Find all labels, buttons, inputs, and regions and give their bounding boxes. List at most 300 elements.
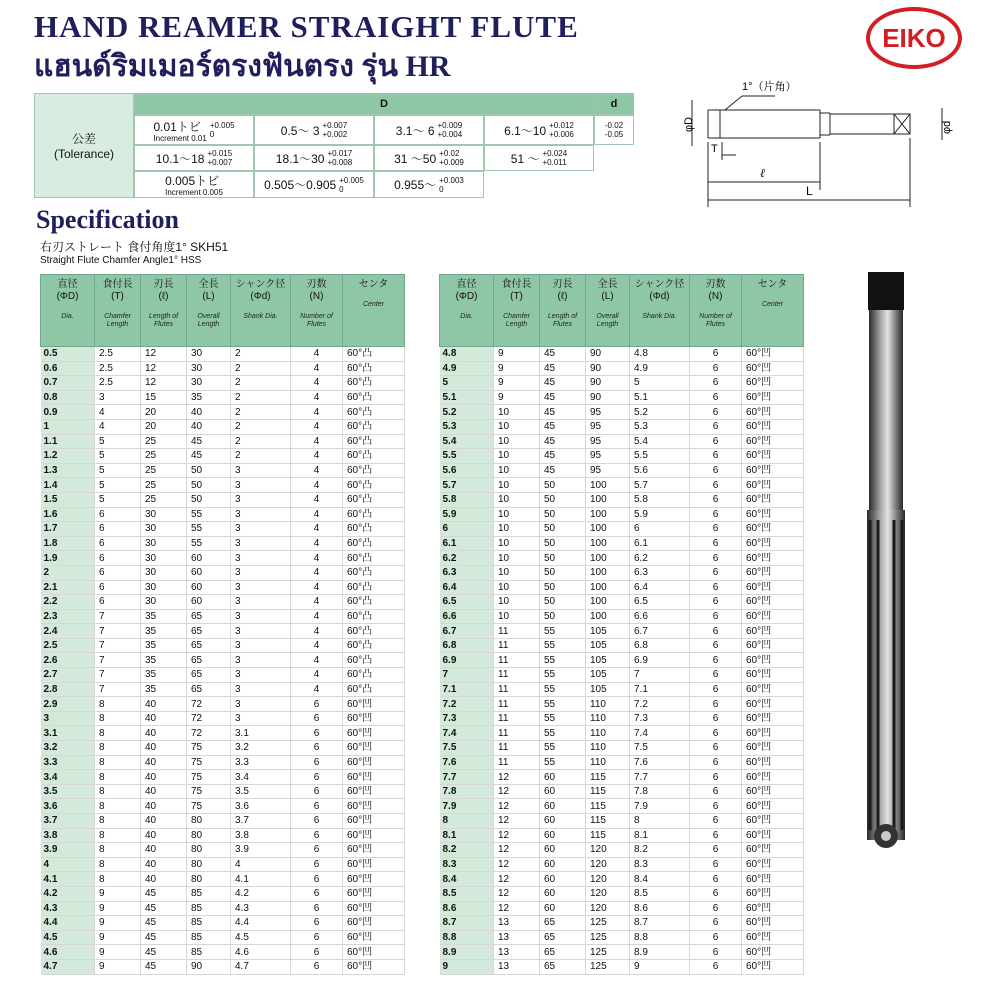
table-cell: 3 [231,551,291,566]
column-header-en: Center [761,301,783,308]
table-cell: 45 [540,405,586,420]
table-cell: 3.3 [231,755,291,770]
table-cell: 6 [291,741,343,756]
table-cell: 60°凹 [742,390,804,405]
table-cell: 4 [291,434,343,449]
table-cell: 75 [187,770,231,785]
table-cell: 60°凹 [742,522,804,537]
column-header-jp: シャンク径 (Φd) [634,279,685,302]
table-cell: 100 [586,478,630,493]
table-cell: 65 [187,638,231,653]
table-row [41,580,405,595]
table-row [41,901,405,916]
table-cell: 100 [586,580,630,595]
tolerance-label-jp: 公差 [71,132,96,146]
table-cell: 35 [187,390,231,405]
table-cell: 60°凹 [742,886,804,901]
table-row [41,755,405,770]
table-cell: 60°凹 [742,799,804,814]
table-row [41,930,405,945]
table-row [41,390,405,405]
table-cell: 55 [187,522,231,537]
table-cell: 35 [141,638,187,653]
tolerance-cell [374,115,484,145]
table-cell: 3 [231,595,291,610]
drawing-phiD-label: φD [683,116,695,132]
table-cell: 7.8 [630,784,690,799]
table-cell: 95 [586,419,630,434]
table-cell: 60°凹 [742,551,804,566]
table-cell: 60°凹 [343,770,405,785]
table-row [41,814,405,829]
tolerance-table [34,93,634,198]
table-cell: 6 [690,434,742,449]
table-cell: 90 [586,361,630,376]
table-cell: 60°凸 [343,390,405,405]
table-cell: 8 [95,770,141,785]
page-subtitle-thai: แฮนด์ริมเมอร์ตรงฟันตรง รุ่น HR [34,50,451,83]
table-row [41,405,405,420]
table-cell: 10 [494,522,540,537]
table-row [440,668,804,683]
table-cell: 7 [95,682,141,697]
table-cell: 6 [95,551,141,566]
table-cell: 65 [540,959,586,974]
table-cell: 6 [690,843,742,858]
tolerance-header-small-d: d [594,93,634,115]
table-cell: 50 [540,595,586,610]
table-row [41,668,405,683]
table-cell: 7 [95,668,141,683]
table-cell: 6 [291,872,343,887]
table-cell: 4 [291,405,343,420]
tol-main: 6.1〜10 [504,123,547,138]
column-header-en: Number of Flutes [300,313,333,328]
table-cell: 3.1 [231,726,291,741]
table-cell: 35 [141,653,187,668]
diameter-cell: 2.1 [41,580,95,595]
table-cell: 60°凹 [742,405,804,420]
table-cell: 45 [540,434,586,449]
table-cell: 8 [95,828,141,843]
table-cell: 5.2 [630,405,690,420]
table-cell: 3.6 [231,799,291,814]
diameter-cell: 2.7 [41,668,95,683]
table-cell: 50 [540,522,586,537]
column-header [95,275,141,347]
table-cell: 4.9 [630,361,690,376]
table-cell: 7 [95,653,141,668]
tolerance-cell [374,171,484,198]
column-header-jp: シャンク径 (Φd) [235,279,286,302]
diameter-cell: 8.3 [440,857,494,872]
table-cell: 6 [690,741,742,756]
table-cell: 75 [187,741,231,756]
table-cell: 90 [187,959,231,974]
column-header-en: Length of Flutes [148,313,179,328]
tol-upper: +0.007 [322,121,348,130]
table-cell: 4.7 [231,959,291,974]
table-cell: 6 [690,492,742,507]
table-cell: 85 [187,945,231,960]
table-cell: 6 [690,770,742,785]
table-cell: 7.3 [630,711,690,726]
table-row [41,419,405,434]
tol-d-upper: -0.02 [604,121,624,130]
table-cell: 15 [141,390,187,405]
table-cell: 60°凹 [742,901,804,916]
table-cell: 60°凹 [742,609,804,624]
table-cell: 10 [494,536,540,551]
reamer-dimension-drawing [680,72,980,212]
table-cell: 60°凸 [343,361,405,376]
table-cell: 60°凹 [742,347,804,362]
diameter-cell: 6.6 [440,609,494,624]
table-cell: 4.2 [231,886,291,901]
table-row [440,901,804,916]
table-cell: 7 [95,609,141,624]
table-cell: 4 [291,419,343,434]
column-header [141,275,187,347]
table-cell: 6 [291,697,343,712]
table-cell: 3 [231,609,291,624]
table-cell: 50 [540,580,586,595]
table-row [440,478,804,493]
column-header-jp: センタ [757,279,788,290]
table-cell: 11 [494,653,540,668]
table-cell: 80 [187,843,231,858]
table-row [440,522,804,537]
table-cell: 9 [95,901,141,916]
table-cell: 30 [141,565,187,580]
table-cell: 11 [494,726,540,741]
table-cell: 60°凹 [742,376,804,391]
diameter-cell: 1.9 [41,551,95,566]
diameter-cell: 4.4 [41,916,95,931]
table-cell: 6 [690,565,742,580]
table-cell: 7 [630,668,690,683]
table-cell: 3 [231,507,291,522]
table-cell: 6 [690,857,742,872]
table-cell: 6 [690,784,742,799]
table-cell: 5.7 [630,478,690,493]
table-row [41,741,405,756]
table-cell: 40 [187,419,231,434]
diameter-cell: 1 [41,419,95,434]
tol-main: 0.955〜 [394,178,437,192]
table-cell: 9 [95,886,141,901]
table-cell: 6 [95,522,141,537]
table-cell: 50 [540,565,586,580]
table-cell: 4 [291,565,343,580]
table-cell: 120 [586,872,630,887]
table-cell: 55 [540,755,586,770]
table-cell: 8 [630,814,690,829]
diameter-cell: 1.3 [41,463,95,478]
table-cell: 12 [494,770,540,785]
table-cell: 6 [95,536,141,551]
table-row [41,463,405,478]
tolerance-cell [254,171,374,198]
tol-main: 0.505〜0.905 [264,178,337,192]
table-cell: 6 [291,828,343,843]
table-cell: 25 [141,449,187,464]
table-cell: 60°凹 [742,478,804,493]
table-cell: 4 [95,405,141,420]
table-cell: 85 [187,930,231,945]
tol-upper: +0.005 [209,121,235,130]
table-row [41,522,405,537]
table-cell: 8.1 [630,828,690,843]
table-row [41,624,405,639]
table-row [440,784,804,799]
table-cell: 9 [95,930,141,945]
table-cell: 6 [690,478,742,493]
table-cell: 60°凹 [742,595,804,610]
table-cell: 65 [187,653,231,668]
spec-subtitle-en: Straight Flute Chamfer Angle1° HSS [40,255,202,266]
table-cell: 50 [540,609,586,624]
table-cell: 4 [291,580,343,595]
table-cell: 105 [586,624,630,639]
table-cell: 60°凹 [742,828,804,843]
diameter-cell: 3.4 [41,770,95,785]
table-cell: 45 [187,449,231,464]
table-cell: 60°凹 [343,886,405,901]
diameter-cell: 3.2 [41,741,95,756]
diameter-cell: 8.9 [440,945,494,960]
column-header-jp: 刃長 (ℓ) [153,279,174,302]
column-header-jp: 全長 (L) [198,279,219,302]
page-title: HAND REAMER STRAIGHT FLUTE [34,9,579,44]
table-cell: 60°凹 [742,959,804,974]
table-cell: 115 [586,828,630,843]
column-header [440,275,494,347]
table-cell: 3 [231,711,291,726]
table-row [41,799,405,814]
column-header-jp: 直径 (ΦD) [56,279,79,302]
spec-table-right [439,274,804,975]
table-cell: 3 [231,478,291,493]
table-cell: 9 [494,347,540,362]
diameter-cell: 2.8 [41,682,95,697]
table-cell: 7 [95,624,141,639]
table-cell: 50 [540,551,586,566]
table-cell: 5 [95,449,141,464]
table-cell: 12 [494,814,540,829]
table-cell: 4 [291,638,343,653]
table-cell: 2 [231,419,291,434]
table-cell: 60°凹 [742,492,804,507]
tol-lower: 0 [439,184,444,194]
table-row [41,565,405,580]
table-cell: 6 [291,857,343,872]
table-cell: 2.5 [95,376,141,391]
table-cell: 60 [540,828,586,843]
table-cell: 10 [494,463,540,478]
table-cell: 60°凹 [343,726,405,741]
table-cell: 6.5 [630,595,690,610]
table-cell: 60°凹 [742,361,804,376]
table-cell: 45 [540,419,586,434]
tolerance-header-d: D [134,93,634,115]
table-cell: 11 [494,624,540,639]
tol-upper: +0.003 [439,175,464,185]
table-cell: 60°凹 [742,653,804,668]
diameter-cell: 7 [440,668,494,683]
column-header-en: Overall Length [596,313,619,328]
table-cell: 6 [630,522,690,537]
table-cell: 30 [141,522,187,537]
table-cell: 110 [586,755,630,770]
table-cell: 6 [690,886,742,901]
table-row [440,580,804,595]
table-cell: 120 [586,901,630,916]
table-cell: 40 [141,784,187,799]
diameter-cell: 7.6 [440,755,494,770]
tol-d-lower: -0.05 [604,130,624,139]
eiko-logo [866,7,962,69]
table-cell: 45 [540,390,586,405]
table-cell: 8.8 [630,930,690,945]
table-cell: 45 [141,901,187,916]
table-cell: 8 [95,799,141,814]
table-cell: 65 [540,930,586,945]
table-cell: 125 [586,930,630,945]
table-row [41,843,405,858]
table-cell: 3.5 [231,784,291,799]
column-header [690,275,742,347]
column-header-en: Overall Length [197,313,220,328]
table-cell: 65 [187,682,231,697]
table-cell: 7.7 [630,770,690,785]
table-cell: 10 [494,434,540,449]
table-row [440,376,804,391]
column-header-jp: 刃数 (N) [705,279,726,302]
table-cell: 2 [231,449,291,464]
table-row [440,697,804,712]
table-cell: 85 [187,901,231,916]
table-cell: 40 [141,697,187,712]
table-cell: 60°凹 [742,434,804,449]
table-cell: 8 [95,814,141,829]
table-cell: 110 [586,741,630,756]
table-cell: 3 [95,390,141,405]
tol-upper: +0.015 [207,149,233,158]
table-cell: 40 [141,799,187,814]
tol-lower: +0.009 [439,158,464,167]
diameter-cell: 4.1 [41,872,95,887]
table-row [41,945,405,960]
table-cell: 3 [231,668,291,683]
table-cell: 6 [95,580,141,595]
table-row [440,638,804,653]
table-row [440,930,804,945]
table-cell: 2 [231,390,291,405]
table-cell: 60°凸 [343,463,405,478]
table-cell: 50 [187,492,231,507]
diameter-cell: 6.2 [440,551,494,566]
table-cell: 90 [586,390,630,405]
table-cell: 60°凹 [742,580,804,595]
table-row [440,419,804,434]
table-cell: 60°凸 [343,492,405,507]
table-cell: 60°凹 [742,857,804,872]
table-cell: 60°凸 [343,405,405,420]
tol-main: 31 〜50 [394,151,437,166]
diameter-cell: 1.5 [41,492,95,507]
table-row [440,741,804,756]
diameter-cell: 3.5 [41,784,95,799]
table-cell: 10 [494,580,540,595]
table-cell: 125 [586,916,630,931]
table-cell: 3 [231,580,291,595]
table-cell: 60 [187,580,231,595]
tolerance-cell [134,171,254,198]
table-cell: 55 [540,653,586,668]
table-cell: 5 [95,478,141,493]
table-cell: 60°凹 [343,857,405,872]
table-cell: 6 [690,609,742,624]
table-cell: 100 [586,536,630,551]
diameter-cell: 7.5 [440,741,494,756]
table-cell: 50 [540,492,586,507]
table-cell: 6.9 [630,653,690,668]
table-cell: 45 [540,347,586,362]
table-cell: 20 [141,405,187,420]
table-cell: 25 [141,463,187,478]
table-cell: 100 [586,522,630,537]
table-cell: 3 [231,522,291,537]
drawing-T-label: T [711,143,718,155]
column-header [630,275,690,347]
table-cell: 6.1 [630,536,690,551]
column-header-en: Center [362,301,384,308]
table-cell: 65 [540,945,586,960]
tol-upper: +0.009 [437,121,463,130]
column-header [291,275,343,347]
column-header [343,275,405,347]
table-cell: 6 [690,755,742,770]
table-cell: 6 [690,916,742,931]
table-row [41,886,405,901]
table-cell: 4 [291,682,343,697]
table-cell: 65 [187,609,231,624]
table-row [41,361,405,376]
table-cell: 60°凹 [343,901,405,916]
table-row [41,492,405,507]
table-cell: 60°凸 [343,668,405,683]
column-header-jp: 刃長 (ℓ) [552,279,573,302]
table-cell: 60 [540,799,586,814]
table-cell: 3.9 [231,843,291,858]
tolerance-cell-d [594,115,634,145]
table-row [440,507,804,522]
table-row [41,784,405,799]
table-cell: 6 [291,814,343,829]
table-cell: 3 [231,638,291,653]
tol-lower: +0.011 [542,158,567,167]
tol-lower: +0.008 [327,158,353,167]
diameter-cell: 7.8 [440,784,494,799]
table-cell: 6 [291,711,343,726]
tol-lower: +0.007 [207,158,233,167]
table-cell: 13 [494,930,540,945]
tol-main: 3.1〜 6 [395,123,435,138]
table-cell: 6 [690,376,742,391]
table-row [440,814,804,829]
table-cell: 30 [141,507,187,522]
